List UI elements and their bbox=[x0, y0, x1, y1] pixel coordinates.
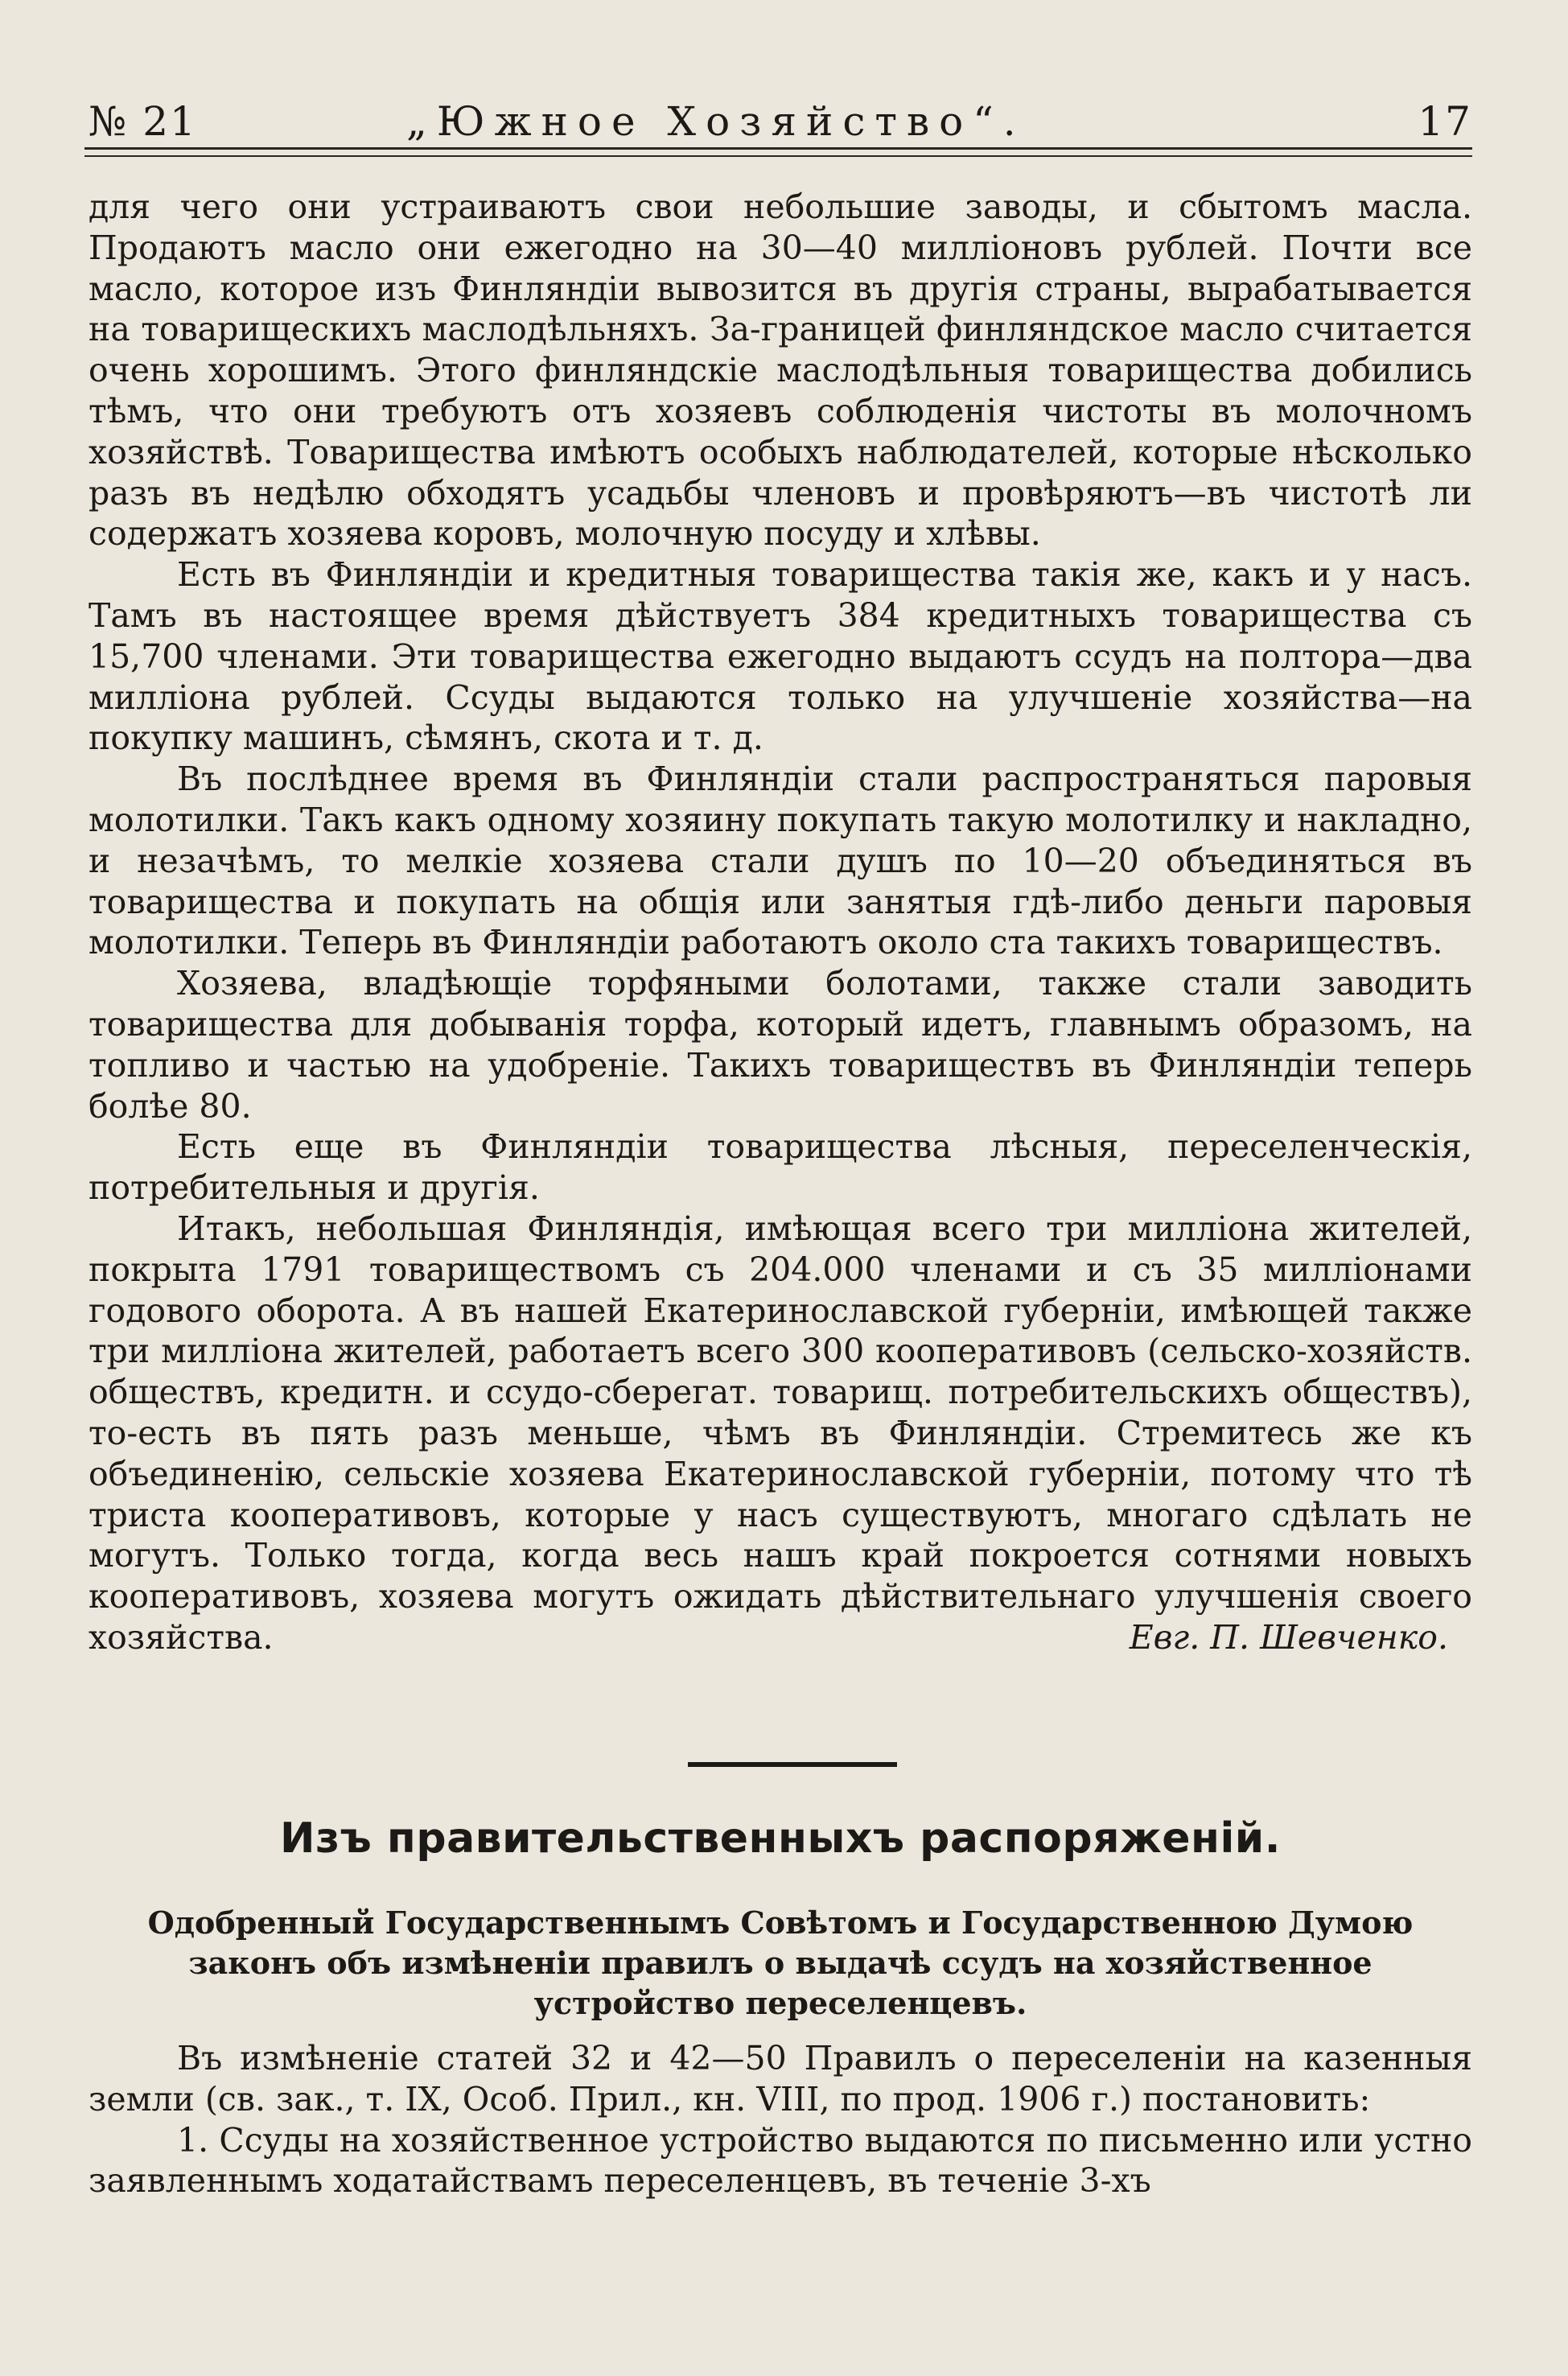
law-paragraph-1: Въ измѣненiе статей 32 и 42—50 Правилъ о переселенiи на казенныя земли (св. зак., т. IX, Особ. Прил., кн. VIII, по прод. 1906 г.) постановить: bbox=[88, 2039, 1472, 2119]
article-paragraph-1: для чего они устраиваютъ свои небольшие заводы, и сбытомъ масла. Продаютъ масло они ежегодно на 30—40 миллiоновъ рублей. Почти все масло, которое изъ Финляндiи вывозится въ другiя страны, вырабатывается на товарищескихъ маслодѣльняхъ. За-границей финляндское масло считается очень хорошимъ. Этого финляндскiе маслодѣльныя товарищества добились тѣмъ, что они требуютъ отъ хозяевъ соблюденiя чистоты въ молочномъ хозяйствѣ. Товарищества имѣютъ особыхъ наблюдателей, которые нѣсколько разъ въ недѣлю обходятъ усадьбы членовъ и провѣряютъ—въ чистотѣ ли содержатъ хозяева коровъ, молочную посуду и хлѣвы. bbox=[88, 187, 1472, 554]
header-rule-top bbox=[84, 147, 1472, 150]
section-title: Изъ правительственныхъ распоряженiй. bbox=[280, 1814, 1281, 1863]
journal-title: „Южное Хозяйство“. bbox=[406, 98, 1026, 145]
law-body bbox=[88, 2038, 1472, 2201]
law-title: Одобренный Государственнымъ Совѣтомъ и Государственною Думою законъ объ измѣненiи правилъ о выдачѣ ссудъ на хозяйственное устройство переселенцевъ. bbox=[147, 1905, 1414, 2021]
section-divider bbox=[688, 1762, 897, 1767]
article-paragraph-6-text: Итакъ, небольшая Финляндiя, имѣющая всего три миллiона жителей, покрыта 1791 товариществомъ съ 204.000 членами и съ 35 миллiонами годового оборота. А въ нашей Екатеринославской губернiи, имѣющей также три миллiона жителей, работаетъ всего 300 кооперативовъ (сельско-хозяйств. обществъ, кредитн. и ссудо-сберегат. товарищ. потребительскихъ обществъ), то-есть въ пять разъ меньше, чѣмъ въ Финляндiи. Стремитесь же къ объединенiю, сельскiе хозяева Екатеринославской губернiи, потому что тѣ триста кооперативовъ, которые у насъ существуютъ, многаго сдѣлать не могутъ. Только тогда, когда весь нашъ край покроется сотнями новыхъ кооперативовъ, хозяева могутъ ожидать дѣйствительнаго улучшенiя своего хозяйства. bbox=[88, 1209, 1472, 1657]
article-paragraph-4: Хозяева, владѣющiе торфяными болотами, также стали заводить товарищества для добыванiя торфа, который идетъ, главнымъ образомъ, на топливо и частью на удобренiе. Такихъ товариществъ въ Финляндiи теперь болѣе 80. bbox=[88, 964, 1472, 1126]
article-paragraph-6 bbox=[88, 1209, 1472, 1658]
law-paragraph-2: 1. Ссуды на хозяйственное устройство выдаются по письменно или устно заявленнымъ ходатайствамъ переселенцевъ, въ теченiе 3-хъ bbox=[88, 2120, 1472, 2201]
author-signature: Евг. П. Шевченко. bbox=[1129, 1617, 1448, 1657]
issue-number: № 21 bbox=[88, 98, 197, 145]
article-paragraph-5: Есть еще въ Финляндiи товарищества лѣсныя, переселенческiя, потребительныя и другiя. bbox=[88, 1127, 1472, 1208]
article-body bbox=[88, 187, 1472, 1658]
page-number: 17 bbox=[1418, 98, 1472, 145]
running-header bbox=[88, 89, 1472, 153]
article-paragraph-2: Есть въ Финляндiи и кредитныя товарищества такiя же, какъ и у насъ. Тамъ въ настоящее время дѣйствуетъ 384 кредитныхъ товарищества съ 15,700 членами. Эти товарищества ежегодно выдаютъ ссудъ на полтора—два миллiона рублей. Ссуды выдаются только на улучшенiе хозяйства—на покупку машинъ, сѣмянъ, скота и т. д. bbox=[88, 555, 1472, 758]
header-rule-bottom bbox=[84, 155, 1472, 157]
article-paragraph-3: Въ послѣднее время въ Финляндiи стали распространяться паровыя молотилки. Такъ какъ одному хозяину покупать такую молотилку и накладно, и незачѣмъ, то мелкiе хозяева стали душъ по 10—20 объединяться въ товарищества и покупать на общiя или занятыя гдѣ-либо деньги паровыя молотилки. Теперь въ Финляндiи работаютъ около ста такихъ товариществъ. bbox=[88, 760, 1472, 962]
